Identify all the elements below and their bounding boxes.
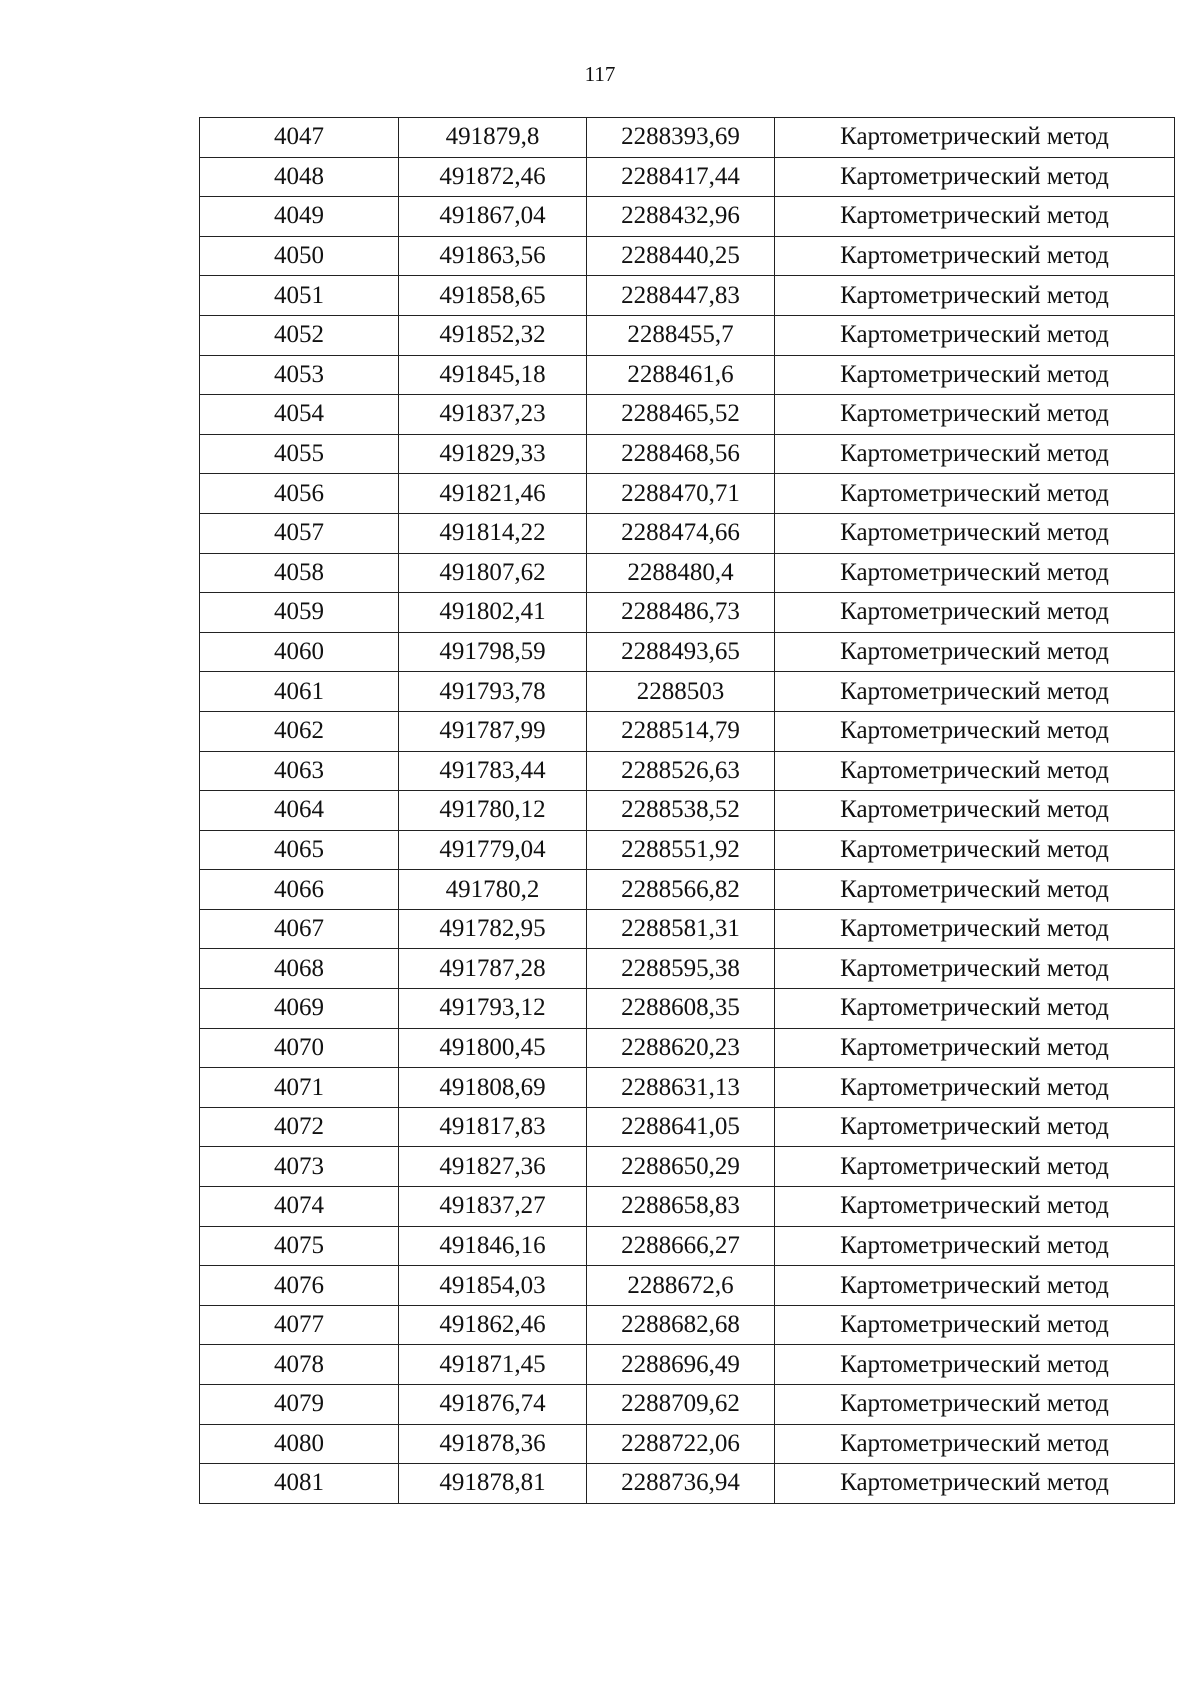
method-cell: Картометрический метод <box>775 909 1175 949</box>
y-coordinate-cell: 2288470,71 <box>587 474 775 514</box>
point-number-cell: 4056 <box>200 474 399 514</box>
x-coordinate-cell: 491878,81 <box>399 1464 587 1504</box>
table-row <box>200 870 1175 910</box>
point-number-cell: 4048 <box>200 157 399 197</box>
table-row <box>200 1226 1175 1266</box>
method-cell: Картометрический метод <box>775 870 1175 910</box>
y-coordinate-cell: 2288514,79 <box>587 711 775 751</box>
y-coordinate-cell: 2288551,92 <box>587 830 775 870</box>
method-cell: Картометрический метод <box>775 513 1175 553</box>
x-coordinate-cell: 491780,12 <box>399 791 587 831</box>
method-cell: Картометрический метод <box>775 791 1175 831</box>
y-coordinate-cell: 2288526,63 <box>587 751 775 791</box>
y-coordinate-cell: 2288696,49 <box>587 1345 775 1385</box>
table-row <box>200 315 1175 355</box>
table-row <box>200 118 1175 158</box>
point-number-cell: 4053 <box>200 355 399 395</box>
y-coordinate-cell: 2288493,65 <box>587 632 775 672</box>
table-row <box>200 909 1175 949</box>
y-coordinate-cell: 2288608,35 <box>587 989 775 1029</box>
y-coordinate-cell: 2288666,27 <box>587 1226 775 1266</box>
y-coordinate-cell: 2288393,69 <box>587 118 775 158</box>
x-coordinate-cell: 491878,36 <box>399 1424 587 1464</box>
table-row <box>200 157 1175 197</box>
method-cell: Картометрический метод <box>775 395 1175 435</box>
x-coordinate-cell: 491787,28 <box>399 949 587 989</box>
method-cell: Картометрический метод <box>775 276 1175 316</box>
point-number-cell: 4052 <box>200 315 399 355</box>
point-number-cell: 4077 <box>200 1305 399 1345</box>
point-number-cell: 4081 <box>200 1464 399 1504</box>
page-number: 117 <box>584 62 616 86</box>
point-number-cell: 4078 <box>200 1345 399 1385</box>
y-coordinate-cell: 2288474,66 <box>587 513 775 553</box>
x-coordinate-cell: 491798,59 <box>399 632 587 672</box>
method-cell: Картометрический метод <box>775 1187 1175 1227</box>
x-coordinate-cell: 491783,44 <box>399 751 587 791</box>
y-coordinate-cell: 2288417,44 <box>587 157 775 197</box>
table-row <box>200 1266 1175 1306</box>
table-row <box>200 1345 1175 1385</box>
point-number-cell: 4065 <box>200 830 399 870</box>
point-number-cell: 4055 <box>200 434 399 474</box>
table-row <box>200 711 1175 751</box>
table-row <box>200 1305 1175 1345</box>
y-coordinate-cell: 2288432,96 <box>587 197 775 237</box>
x-coordinate-cell: 491829,33 <box>399 434 587 474</box>
table-row <box>200 632 1175 672</box>
coordinates-table-body <box>200 118 1175 1504</box>
table-row <box>200 1464 1175 1504</box>
x-coordinate-cell: 491802,41 <box>399 593 587 633</box>
y-coordinate-cell: 2288595,38 <box>587 949 775 989</box>
table-row <box>200 1187 1175 1227</box>
method-cell: Картометрический метод <box>775 1424 1175 1464</box>
point-number-cell: 4051 <box>200 276 399 316</box>
method-cell: Картометрический метод <box>775 751 1175 791</box>
x-coordinate-cell: 491837,27 <box>399 1187 587 1227</box>
method-cell: Картометрический метод <box>775 949 1175 989</box>
table-row <box>200 236 1175 276</box>
table-row <box>200 395 1175 435</box>
method-cell: Картометрический метод <box>775 474 1175 514</box>
point-number-cell: 4066 <box>200 870 399 910</box>
x-coordinate-cell: 491814,22 <box>399 513 587 553</box>
method-cell: Картометрический метод <box>775 1345 1175 1385</box>
point-number-cell: 4058 <box>200 553 399 593</box>
y-coordinate-cell: 2288566,82 <box>587 870 775 910</box>
point-number-cell: 4064 <box>200 791 399 831</box>
table-row <box>200 1424 1175 1464</box>
point-number-cell: 4072 <box>200 1107 399 1147</box>
method-cell: Картометрический метод <box>775 1226 1175 1266</box>
method-cell: Картометрический метод <box>775 157 1175 197</box>
point-number-cell: 4068 <box>200 949 399 989</box>
y-coordinate-cell: 2288709,62 <box>587 1385 775 1425</box>
table-row <box>200 355 1175 395</box>
method-cell: Картометрический метод <box>775 989 1175 1029</box>
x-coordinate-cell: 491862,46 <box>399 1305 587 1345</box>
x-coordinate-cell: 491876,74 <box>399 1385 587 1425</box>
table-row <box>200 830 1175 870</box>
method-cell: Картометрический метод <box>775 632 1175 672</box>
y-coordinate-cell: 2288468,56 <box>587 434 775 474</box>
y-coordinate-cell: 2288631,13 <box>587 1068 775 1108</box>
table-row <box>200 197 1175 237</box>
point-number-cell: 4047 <box>200 118 399 158</box>
y-coordinate-cell: 2288581,31 <box>587 909 775 949</box>
x-coordinate-cell: 491787,99 <box>399 711 587 751</box>
y-coordinate-cell: 2288486,73 <box>587 593 775 633</box>
point-number-cell: 4076 <box>200 1266 399 1306</box>
x-coordinate-cell: 491817,83 <box>399 1107 587 1147</box>
point-number-cell: 4074 <box>200 1187 399 1227</box>
table-row <box>200 434 1175 474</box>
table-row <box>200 751 1175 791</box>
point-number-cell: 4075 <box>200 1226 399 1266</box>
point-number-cell: 4061 <box>200 672 399 712</box>
x-coordinate-cell: 491793,12 <box>399 989 587 1029</box>
point-number-cell: 4062 <box>200 711 399 751</box>
method-cell: Картометрический метод <box>775 118 1175 158</box>
method-cell: Картометрический метод <box>775 553 1175 593</box>
method-cell: Картометрический метод <box>775 1305 1175 1345</box>
coordinates-table <box>199 117 1175 1504</box>
y-coordinate-cell: 2288682,68 <box>587 1305 775 1345</box>
x-coordinate-cell: 491846,16 <box>399 1226 587 1266</box>
y-coordinate-cell: 2288672,6 <box>587 1266 775 1306</box>
x-coordinate-cell: 491779,04 <box>399 830 587 870</box>
table-row <box>200 1107 1175 1147</box>
table-row <box>200 1068 1175 1108</box>
method-cell: Картометрический метод <box>775 355 1175 395</box>
y-coordinate-cell: 2288641,05 <box>587 1107 775 1147</box>
y-coordinate-cell: 2288658,83 <box>587 1187 775 1227</box>
x-coordinate-cell: 491780,2 <box>399 870 587 910</box>
point-number-cell: 4063 <box>200 751 399 791</box>
method-cell: Картометрический метод <box>775 1107 1175 1147</box>
x-coordinate-cell: 491845,18 <box>399 355 587 395</box>
point-number-cell: 4067 <box>200 909 399 949</box>
x-coordinate-cell: 491793,78 <box>399 672 587 712</box>
y-coordinate-cell: 2288455,7 <box>587 315 775 355</box>
y-coordinate-cell: 2288465,52 <box>587 395 775 435</box>
method-cell: Картометрический метод <box>775 672 1175 712</box>
y-coordinate-cell: 2288620,23 <box>587 1028 775 1068</box>
x-coordinate-cell: 491837,23 <box>399 395 587 435</box>
x-coordinate-cell: 491872,46 <box>399 157 587 197</box>
x-coordinate-cell: 491807,62 <box>399 553 587 593</box>
method-cell: Картометрический метод <box>775 1147 1175 1187</box>
method-cell: Картометрический метод <box>775 593 1175 633</box>
y-coordinate-cell: 2288538,52 <box>587 791 775 831</box>
method-cell: Картометрический метод <box>775 236 1175 276</box>
x-coordinate-cell: 491821,46 <box>399 474 587 514</box>
x-coordinate-cell: 491879,8 <box>399 118 587 158</box>
method-cell: Картометрический метод <box>775 434 1175 474</box>
y-coordinate-cell: 2288736,94 <box>587 1464 775 1504</box>
method-cell: Картометрический метод <box>775 830 1175 870</box>
y-coordinate-cell: 2288503 <box>587 672 775 712</box>
method-cell: Картометрический метод <box>775 1028 1175 1068</box>
method-cell: Картометрический метод <box>775 315 1175 355</box>
x-coordinate-cell: 491782,95 <box>399 909 587 949</box>
table-row <box>200 553 1175 593</box>
table-row <box>200 474 1175 514</box>
table-row <box>200 672 1175 712</box>
y-coordinate-cell: 2288480,4 <box>587 553 775 593</box>
point-number-cell: 4059 <box>200 593 399 633</box>
point-number-cell: 4069 <box>200 989 399 1029</box>
y-coordinate-cell: 2288650,29 <box>587 1147 775 1187</box>
table-row <box>200 593 1175 633</box>
point-number-cell: 4049 <box>200 197 399 237</box>
y-coordinate-cell: 2288461,6 <box>587 355 775 395</box>
table-row <box>200 791 1175 831</box>
table-row <box>200 513 1175 553</box>
x-coordinate-cell: 491852,32 <box>399 315 587 355</box>
y-coordinate-cell: 2288722,06 <box>587 1424 775 1464</box>
x-coordinate-cell: 491808,69 <box>399 1068 587 1108</box>
point-number-cell: 4079 <box>200 1385 399 1425</box>
x-coordinate-cell: 491827,36 <box>399 1147 587 1187</box>
method-cell: Картометрический метод <box>775 711 1175 751</box>
point-number-cell: 4070 <box>200 1028 399 1068</box>
y-coordinate-cell: 2288440,25 <box>587 236 775 276</box>
y-coordinate-cell: 2288447,83 <box>587 276 775 316</box>
table-row <box>200 989 1175 1029</box>
x-coordinate-cell: 491863,56 <box>399 236 587 276</box>
point-number-cell: 4050 <box>200 236 399 276</box>
point-number-cell: 4054 <box>200 395 399 435</box>
table-row <box>200 276 1175 316</box>
point-number-cell: 4073 <box>200 1147 399 1187</box>
x-coordinate-cell: 491800,45 <box>399 1028 587 1068</box>
x-coordinate-cell: 491871,45 <box>399 1345 587 1385</box>
table-row <box>200 1028 1175 1068</box>
x-coordinate-cell: 491867,04 <box>399 197 587 237</box>
x-coordinate-cell: 491858,65 <box>399 276 587 316</box>
point-number-cell: 4071 <box>200 1068 399 1108</box>
point-number-cell: 4057 <box>200 513 399 553</box>
method-cell: Картометрический метод <box>775 1068 1175 1108</box>
table-row <box>200 1147 1175 1187</box>
table-row <box>200 1385 1175 1425</box>
x-coordinate-cell: 491854,03 <box>399 1266 587 1306</box>
method-cell: Картометрический метод <box>775 1464 1175 1504</box>
point-number-cell: 4080 <box>200 1424 399 1464</box>
table-row <box>200 949 1175 989</box>
method-cell: Картометрический метод <box>775 1385 1175 1425</box>
method-cell: Картометрический метод <box>775 197 1175 237</box>
point-number-cell: 4060 <box>200 632 399 672</box>
method-cell: Картометрический метод <box>775 1266 1175 1306</box>
